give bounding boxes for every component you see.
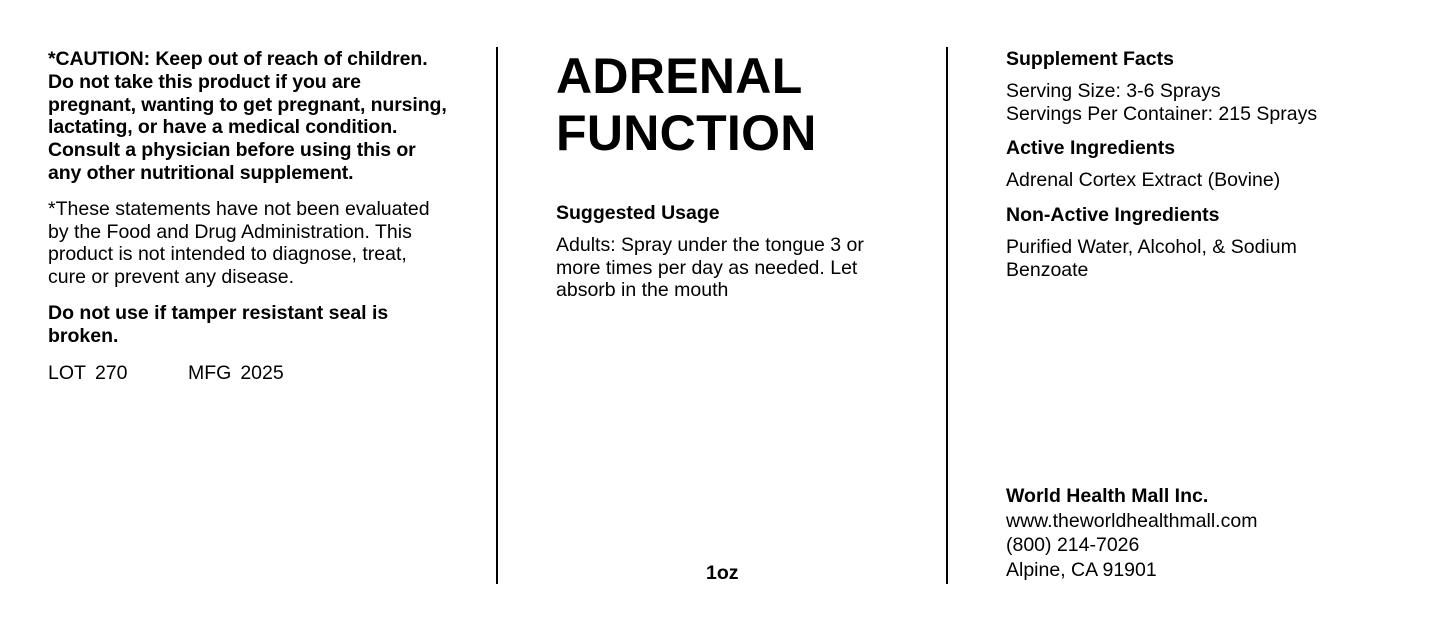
left-panel bbox=[48, 48, 448, 384]
usage-heading: Suggested Usage bbox=[556, 202, 720, 224]
company-name: World Health Mall Inc. bbox=[1006, 485, 1209, 507]
servings-per-container: Servings Per Container: 215 Sprays bbox=[1006, 102, 1318, 125]
lot-value: 270 bbox=[94, 361, 128, 384]
title-line-1: ADRENAL bbox=[556, 48, 803, 104]
mfg-value: 2025 bbox=[240, 361, 284, 384]
center-panel bbox=[556, 48, 916, 588]
supplement-facts-heading: Supplement Facts bbox=[1006, 48, 1174, 70]
fda-disclaimer: *These statements have not been evaluated by the Food and Drug Administration. This product is not intended to diagnose, treat, cure or prevent any disease. bbox=[48, 197, 430, 289]
divider-right bbox=[946, 47, 948, 584]
title-line-2: FUNCTION bbox=[556, 105, 817, 161]
active-ingredients-heading: Active Ingredients bbox=[1006, 137, 1176, 160]
divider-left bbox=[496, 47, 498, 584]
lot-number bbox=[48, 362, 188, 385]
nonactive-ingredients-list: Purified Water, Alcohol, & Sodium Benzoate bbox=[1006, 235, 1297, 281]
product-title bbox=[556, 48, 916, 162]
caution-warning: *CAUTION: Keep out of reach of children. Do not take this product if you are pregnant, wanting to get pregnant, nursing, lactating, or have a medical condition. Consult a physician before using this or any other nutritional supplement. bbox=[48, 48, 447, 184]
company-address: Alpine, CA 91901 bbox=[1006, 559, 1157, 582]
mfg-date bbox=[188, 362, 284, 385]
nonactive-ingredients-heading: Non-Active Ingredients bbox=[1006, 203, 1220, 226]
nonactive-ingredients bbox=[1006, 204, 1406, 281]
lot-label: LOT bbox=[48, 361, 86, 384]
product-size: 1oz bbox=[706, 562, 739, 584]
lot-mfg-row bbox=[48, 362, 448, 385]
company-website: www.theworldhealthmall.com bbox=[1006, 509, 1258, 532]
active-ingredients bbox=[1006, 137, 1406, 192]
company-info bbox=[1006, 484, 1257, 583]
serving-size: Serving Size: 3-6 Sprays bbox=[1006, 79, 1221, 102]
right-panel bbox=[1006, 48, 1406, 588]
supplement-facts bbox=[1006, 48, 1406, 125]
company-phone: (800) 214-7026 bbox=[1006, 534, 1140, 557]
mfg-label: MFG bbox=[188, 361, 232, 384]
usage-text: Adults: Spray under the tongue 3 or more times per day as needed. Let absorb in the mouth bbox=[556, 233, 864, 302]
seal-warning: Do not use if tamper resistant seal is broken. bbox=[48, 301, 389, 347]
active-ingredients-list: Adrenal Cortex Extract (Bovine) bbox=[1006, 169, 1281, 192]
